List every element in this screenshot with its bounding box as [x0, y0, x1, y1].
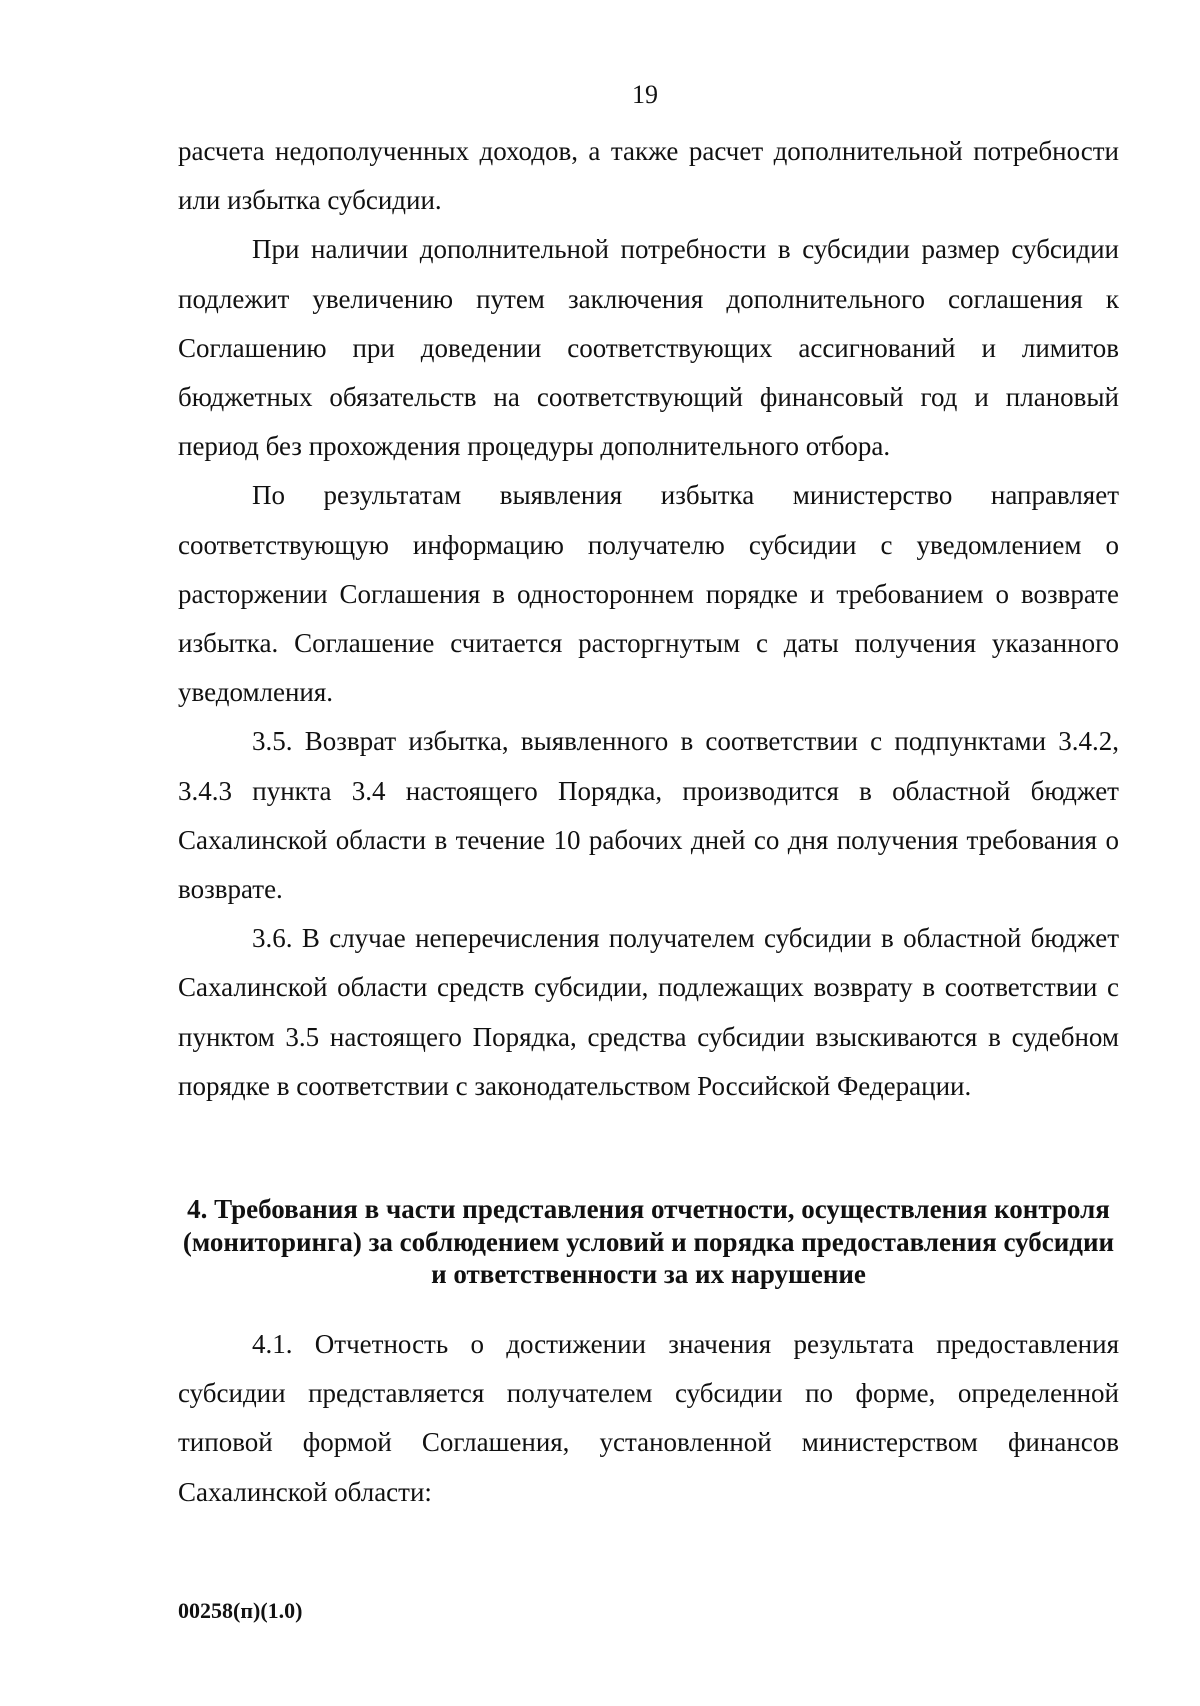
page-number: 19 [632, 80, 658, 109]
paragraph-3-6: 3.6. В случае неперечисления получателем субсидии в областной бюджет Сахалинской области средств субсидии, подлежащих возврату в соответствии с пунктом 3.5 настоящего Порядка, средства субсидии взыскиваются в судебном порядке в соответствии с законодательством Российской Федерации. [178, 923, 1119, 1101]
section-4-body [178, 1320, 1119, 1517]
paragraph-3-5: 3.5. Возврат избытка, выявленного в соответствии с подпунктами 3.4.2, 3.4.3 пункта 3.4 настоящего Порядка, производится в областной бюджет Сахалинской области в течение 10 рабочих дней со дня получения требования о возврате. [178, 726, 1119, 905]
paragraph-4-1: 4.1. Отчетность о достижении значения результата предоставления субсидии представляется получателем субсидии по форме, определенной типовой формой Соглашения, установленной министерством финансов Сахалинской области: [178, 1329, 1119, 1507]
document-body [178, 127, 1119, 1111]
document-code: 00258(п)(1.0) [178, 1598, 303, 1623]
paragraph-continuation: расчета недополученных доходов, а также расчет дополнительной потребности или избытка субсидии. [178, 136, 1119, 216]
paragraph-additional-need: При наличии дополнительной потребности в субсидии размер субсидии подлежит увеличению путем заключения дополнительного соглашения к Соглашению при доведении соответствующих ассигнований и лимитов бюджетных обязательств на соответствующий финансовый год и плановый период без прохождения процедуры дополнительного отбора. [178, 234, 1119, 462]
paragraph-excess-results: По результатам выявления избытка министерство направляет соответствующую информацию получателю субсидии с уведомлением о расторжении Соглашения в одностороннем порядке и требованием о возврате избытка. Соглашение считается расторгнутым с даты получения указанного уведомления. [178, 480, 1119, 708]
section-4-heading: 4. Требования в части представления отчетности, осуществления контроля (мониторинга) за соблюдением условий и порядка предоставления субсидии и ответственности за их нарушение [182, 1194, 1115, 1289]
